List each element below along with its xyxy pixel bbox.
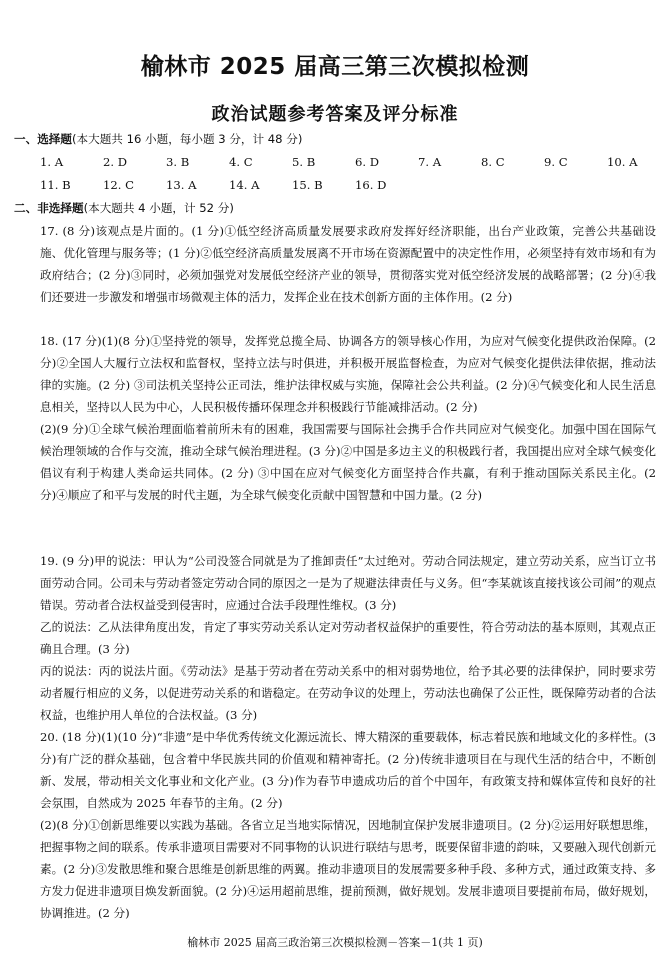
- question-19-yi-answer: 乙的说法：乙从法律角度出发，肯定了事实劳动关系认定对劳动者权益保护的重要性，符合劳动法的基本原则，其观点正确且合理。(3 分): [40, 620, 656, 656]
- answer-row-1: [40, 151, 670, 173]
- section1-heading-line: [14, 128, 654, 150]
- answer-item: 1. A: [40, 155, 64, 169]
- answer-item: 5. B: [292, 155, 316, 169]
- document-title: 榆林市 2025 届高三第三次模拟检测: [140, 54, 530, 80]
- question-18-part2-answer: (2)(9 分)①全球气候治理面临着前所未有的困难，我国需要与国际社会携手合作共同应对气候变化。加强中国在国际气候治理领域的合作与交流，推动全球气候治理进程。(3 分)②中国是多边主义的积极践行者，我国提出应对全球气候变化倡议有利于构建人类命运共同体。(2 分) ③中国在应对气候变化方面坚持合作共赢，有利于推动国际关系民主化。(2 分)④顺应了和平与发展的时代主题，为全球气候变化贡献中国智慧和中国力量。(2 分): [40, 422, 656, 502]
- section1-heading: 一、选择题: [14, 132, 72, 146]
- question-20-part1-answer: 20. (18 分)(1)(10 分)“非遗”是中华优秀传统文化源远流长、博大精深的重要载体，标志着民族和地域文化的多样性。(3 分)有广泛的群众基础，包含着中华民族共同的价值观和精神寄托。(2 分)传统非遗项目在与现代生活的结合中，不断创新、发展，带动相关文化事业和文化产业。(3 分)作为春节申遗成功后的首个中国年，有政策支持和媒体宣传和良好的社会氛围，自然成为 2025 年春节的主角。(2 分): [40, 730, 656, 810]
- section2-heading: 二、非选择题: [14, 201, 84, 215]
- answer-item: 2. D: [103, 155, 128, 169]
- answer-item: 7. A: [418, 155, 442, 169]
- question-18: [40, 330, 656, 506]
- question-17-answer: 17. (8 分)该观点是片面的。(1 分)①低空经济高质量发展要求政府发挥好经济职能，出台产业政策，完善公共基础设施、优化管理与服务等；(1 分)②低空经济高质量发展离不开市场在资源配置中的决定性作用，必须坚持有效市场和有为政府结合；(2 分)③同时，必须加强党对发展低空经济产业的领导，贯彻落实党对低空经济发展的战略部署；(2 分)④我们还要进一步激发和增强市场微观主体的活力，发挥企业在技术创新方面的主体作用。(2 分): [40, 224, 656, 304]
- question-20: [40, 726, 656, 924]
- answer-item: 16. D: [355, 178, 387, 192]
- answer-item: 8. C: [481, 155, 505, 169]
- answer-item: 12. C: [103, 178, 134, 192]
- answer-item: 10. A: [607, 155, 638, 169]
- section1-note: (本大题共 16 小题，每小题 3 分，计 48 分): [71, 132, 303, 146]
- section2-note: (本大题共 4 小题，计 52 分): [83, 201, 234, 215]
- section2-heading-line: [14, 197, 654, 219]
- answer-item: 6. D: [355, 155, 380, 169]
- question-19-jia-answer: 19. (9 分)甲的说法：甲认为“公司没签合同就是为了推卸责任”太过绝对。劳动合同法规定，建立劳动关系，应当订立书面劳动合同。公司未与劳动者签定劳动合同的原因之一是为了规避法律责任与义务。但“李某就该直接找该公司闹”的观点错误。劳动者合法权益受到侵害时，应通过合法手段理性维权。(3 分): [40, 554, 656, 612]
- question-17: [40, 220, 656, 308]
- answer-item: 4. C: [229, 155, 253, 169]
- answer-item: 9. C: [544, 155, 568, 169]
- answer-item: 13. A: [166, 178, 197, 192]
- question-20-part2-answer: (2)(8 分)①创新思维要以实践为基础。各省立足当地实际情况，因地制宜保护发展非遗项目。(2 分)②运用好联想思维，把握事物之间的联系。传承非遗项目需要对不同事物的认识进行联结与思考，既要保留非遗的韵味，又要融入现代创新元素。(2 分)③发散思维和聚合思维是创新思维的两翼。推动非遗项目的发展需要多种手段、多种方式，通过政策支持、多方发力促进非遗项目焕发新面貌。(2 分)④运用超前思维，提前预测，做好规划。发展非遗项目要提前布局，做好规划，协调推进。(2 分): [40, 818, 656, 920]
- answer-row-2: [40, 174, 418, 196]
- answer-item: 14. A: [229, 178, 260, 192]
- question-19-bing-answer: 丙的说法：丙的说法片面。《劳动法》是基于劳动者在劳动关系中的相对弱势地位，给予其必要的法律保护，同时要求劳动者履行相应的义务，以促进劳动关系的和谐稳定。在劳动争议的处理上，劳动法也确保了公正性，既保障劳动者的合法权益，也维护用人单位的合法权益。(3 分): [40, 664, 656, 722]
- answer-item: 3. B: [166, 155, 190, 169]
- answer-item: 11. B: [40, 178, 71, 192]
- answer-item: 15. B: [292, 178, 323, 192]
- question-18-part1-answer: 18. (17 分)(1)(8 分)①坚持党的领导，发挥党总揽全局、协调各方的领导核心作用，为应对气候变化提供政治保障。(2 分)②全国人大履行立法权和监督权，坚持立法与时俱进，并积极开展监督检查，为应对气候变化提供法律依据，推动法律的实施。(2 分) ③司法机关坚持公正司法，维护法律权威与实施，保障社会公共利益。(2 分)④气候变化和人民生活息息相关，坚持以人民为中心，人民积极传播环保理念并积极践行节能减排活动。(2 分): [40, 334, 656, 414]
- question-19: [40, 550, 656, 726]
- document-subtitle: 政治试题参考答案及评分标准: [211, 104, 459, 125]
- page-footer: 榆林市 2025 届高三政治第三次模拟检测－答案－1(共 1 页): [187, 936, 483, 949]
